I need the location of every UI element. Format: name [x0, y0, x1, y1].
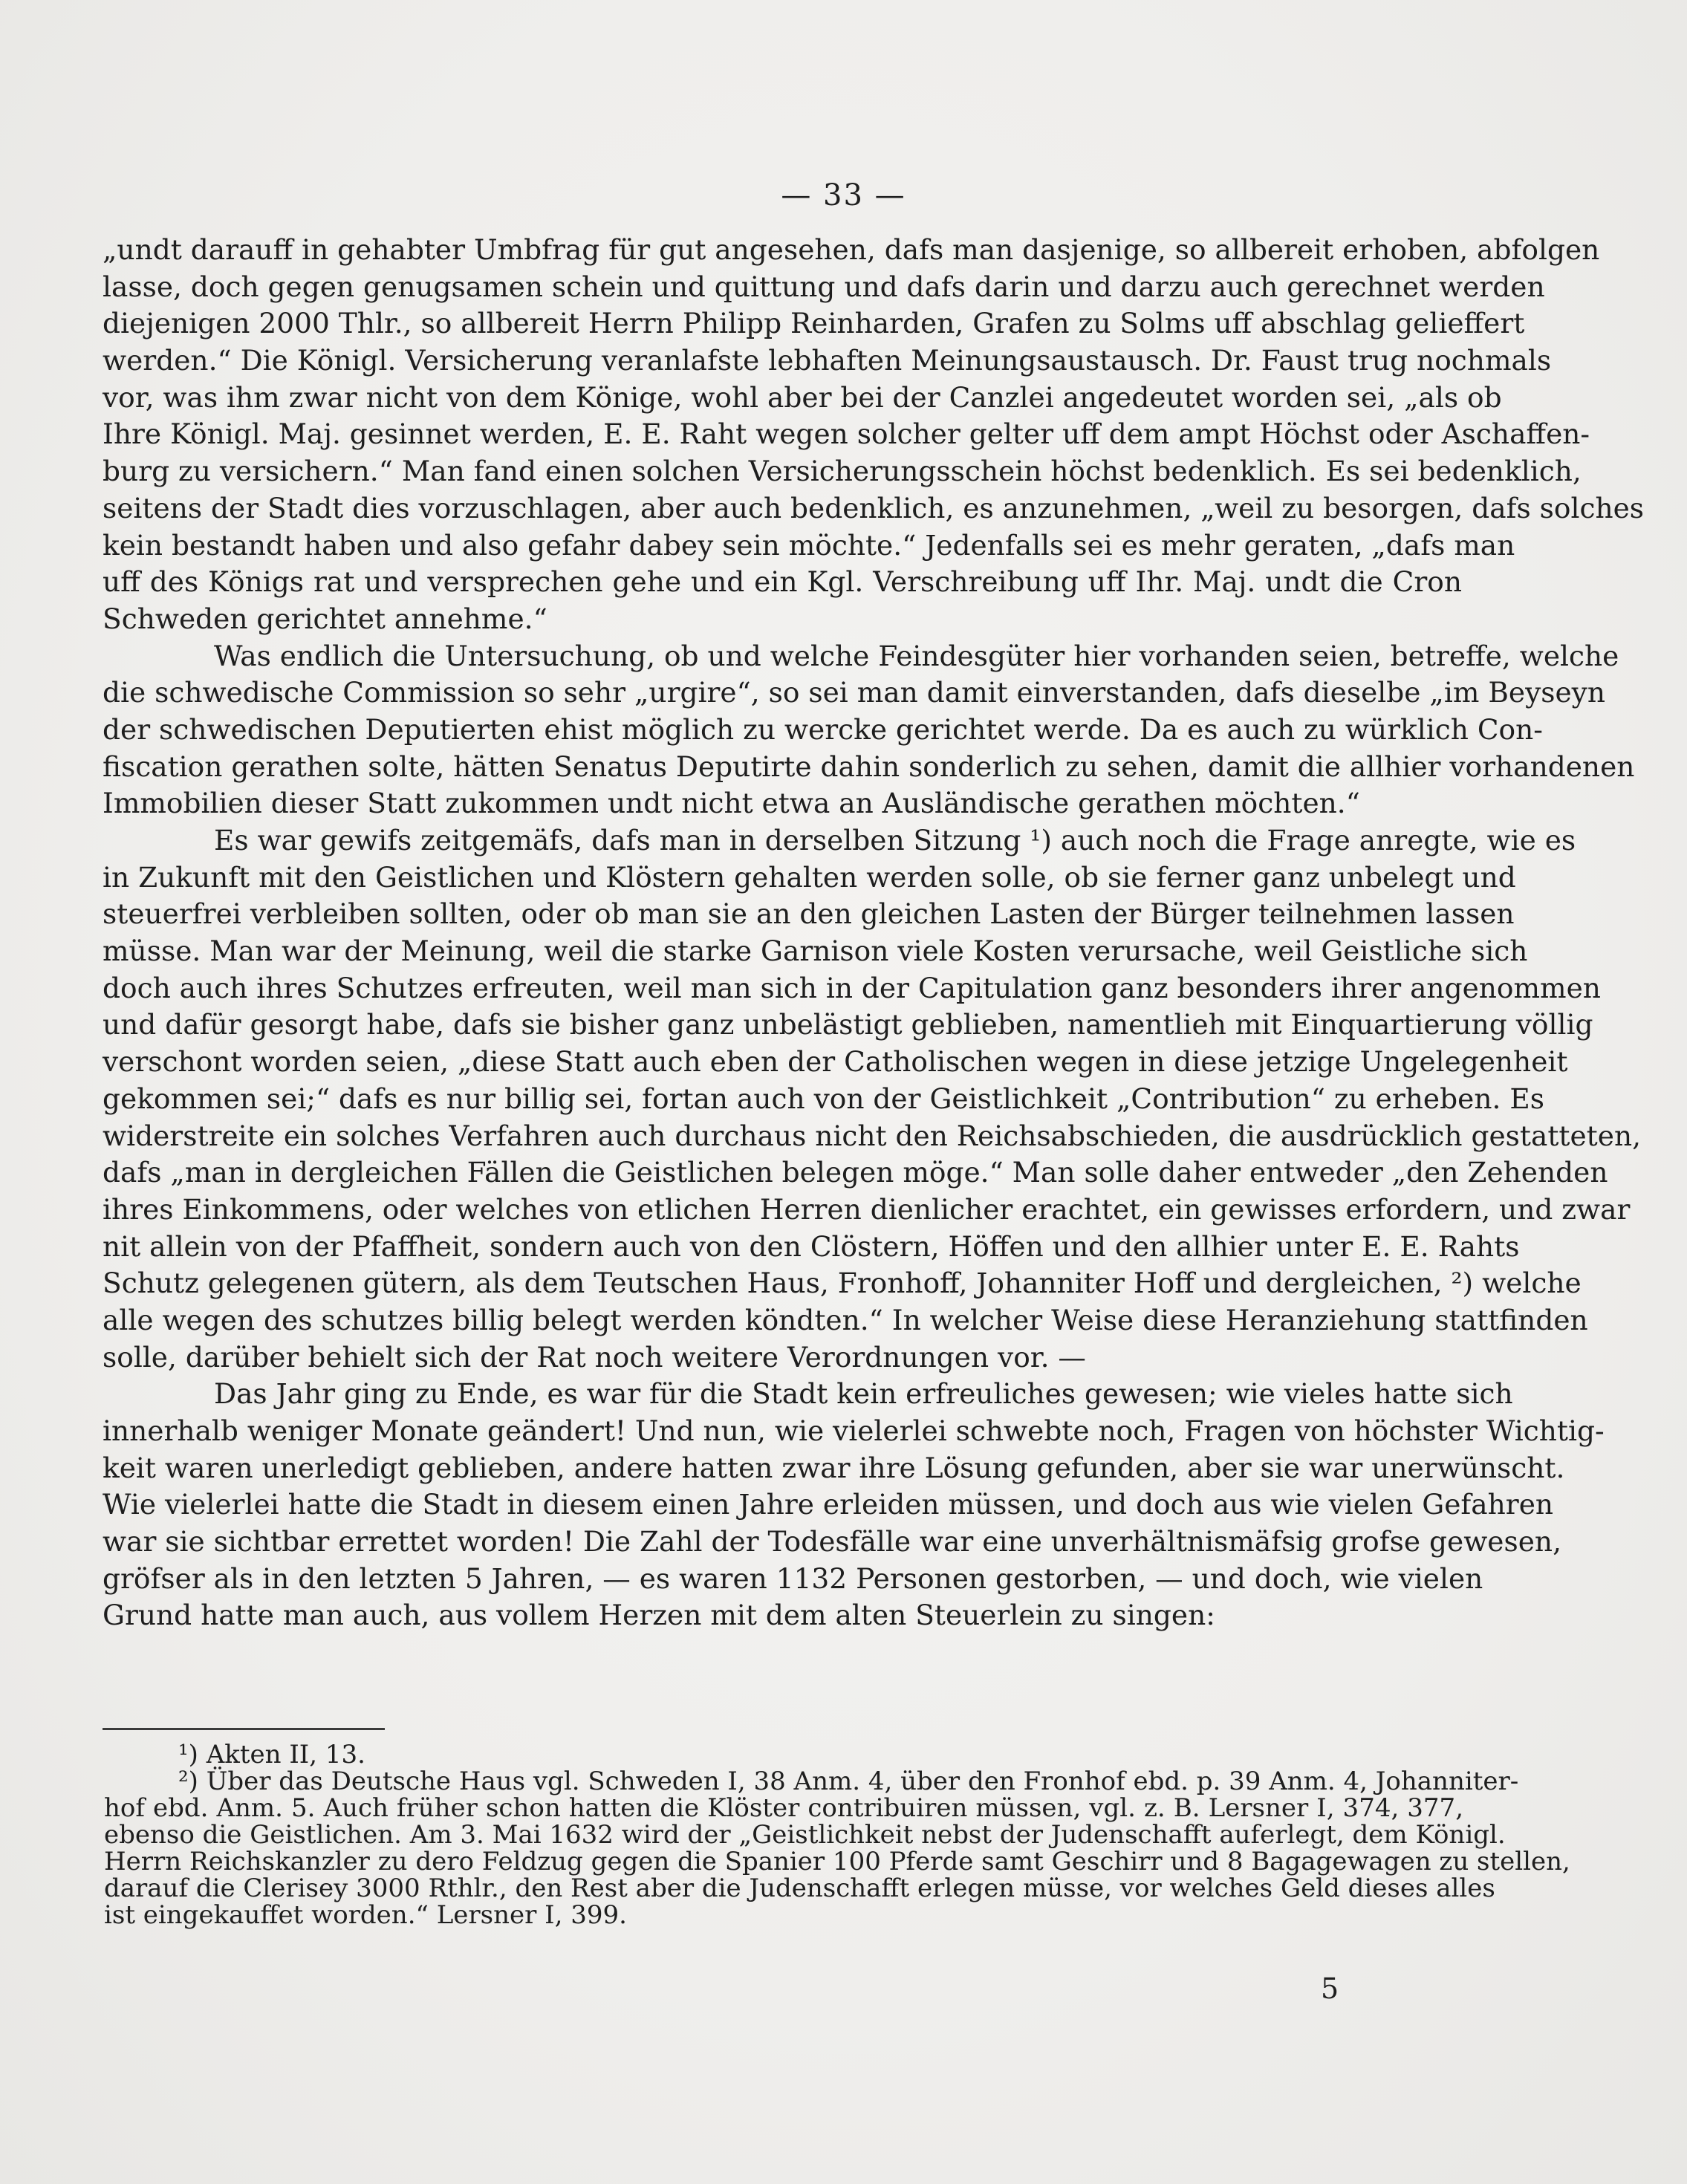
text-line: nit allein von der Pfaffheit, sondern auch von den Clöstern, Höffen und den allhier unter E. E. Rahts [103, 1229, 1520, 1263]
text-line: steuerfrei verbleiben sollten, oder ob man sie an den gleichen Lasten der Bürger teilnehmen lassen [103, 897, 1515, 931]
text-line: alle wegen des schutzes billig belegt werden köndten.“ In welcher Weise diese Heranziehung stattfinden [103, 1303, 1588, 1336]
text-line: verschont worden seien, „diese Statt auch eben der Catholischen wegen in diese jetzige Ungelegenheit [103, 1045, 1568, 1079]
text-line: Ihre Königl. Maj. gesinnet werden, E. E. Raht wegen solcher gelter uff dem ampt Höchst oder Aschaffen- [103, 417, 1590, 451]
text-line: Schutz gelegenen gütern, als dem Teutschen Haus, Fronhoff, Johanniter Hoff und dergleichen, ²) welche [103, 1267, 1582, 1300]
footnote-line: Herrn Reichskanzler zu dero Feldzug gegen die Spanier 100 Pferde samt Geschirr und 8 Bagagewagen zu stellen, [104, 1847, 1570, 1876]
text-line: ihres Einkommens, oder welches von etlichen Herren dienlicher erachtet, ein gewisses erfordern, und zwar [103, 1192, 1631, 1226]
text-line: dafs „man in dergleichen Fällen die Geistlichen belegen möge.“ Man solle daher entweder „den Zehenden [103, 1156, 1608, 1189]
text-line: vor, was ihm zwar nicht von dem Könige, wohl aber bei der Canzlei angedeutet worden sei, „als ob [103, 380, 1502, 414]
text-line: Immobilien dieser Statt zukommen undt nicht etwa an Ausländische gerathen möchten.“ [103, 787, 1360, 820]
text-line: werden.“ Die Königl. Versicherung veranlafste lebhaften Meinungsaustausch. Dr. Faust trug nochmals [103, 344, 1552, 377]
text-line: war sie sichtbar errettet worden! Die Zahl der Todesfälle war eine unverhältnismäfsig grofse gewesen, [103, 1525, 1561, 1559]
text-line: solle, darüber behielt sich der Rat noch weitere Verordnungen vor. — [103, 1340, 1086, 1374]
text-line: diejenigen 2000 Thlr., so allbereit Herrn Philipp Reinharden, Grafen zu Solms uff abschlag gelieffert [103, 307, 1525, 340]
text-line: Schweden gerichtet annehme.“ [103, 602, 547, 635]
paragraph [103, 1376, 1605, 1634]
footnote-line: ebenso die Geistlichen. Am 3. Mai 1632 wird der „Geistlichkeit nebst der Judenschafft auferlegt, dem Königl. [104, 1820, 1506, 1850]
footnotes [104, 1740, 1570, 1930]
footnote-line: ²) Über das Deutsche Haus vgl. Schweden I, 38 Anm. 4, über den Fronhof ebd. p. 39 Anm. 4, Johanniter- [178, 1767, 1519, 1796]
paragraph [103, 232, 1645, 638]
text-line: müsse. Man war der Meinung, weil die starke Garnison viele Kosten verursache, weil Geistliche sich [103, 935, 1528, 968]
text-line: der schwedischen Deputierten ehist möglich zu wercke gerichtet werde. Da es auch zu würklich Con- [103, 712, 1543, 746]
text-line: fiscation gerathen solte, hätten Senatus Deputirte dahin sonderlich zu sehen, damit die allhier vorhandenen [103, 750, 1635, 783]
footnote-line: ¹) Akten II, 13. [178, 1740, 365, 1769]
text-line: widerstreite ein solches Verfahren auch durchaus nicht den Reichsabschieden, die ausdrücklich gestatteten, [103, 1119, 1642, 1152]
text-line: und dafür gesorgt habe, dafs sie bisher ganz unbelästigt geblieben, namentlieh mit Einquartierung völlig [103, 1008, 1593, 1041]
text-line: burg zu versichern.“ Man fand einen solchen Versicherungsschein höchst bedenklich. Es sei bedenklich, [103, 455, 1582, 488]
text-line: lasse, doch gegen genugsamen schein und quittung und dafs darin und darzu auch gerechnet werden [103, 270, 1545, 303]
footnote-line: darauf die Clerisey 3000 Rthlr., den Rest aber die Judenschafft erlegen müsse, vor welches Geld dieses alles [104, 1873, 1495, 1903]
text-line: gekommen sei;“ dafs es nur billig sei, fortan auch von der Geistlichkeit „Contribution“ zu erheben. Es [103, 1082, 1544, 1115]
text-line: keit waren unerledigt geblieben, andere hatten zwar ihre Lösung gefunden, aber sie war unerwünscht. [103, 1451, 1565, 1484]
footnote-line: hof ebd. Anm. 5. Auch früher schon hatten die Klöster contribuiren müssen, vgl. z. B. Lersner I, 374, 377, [104, 1793, 1463, 1823]
body-text [103, 232, 1645, 1634]
text-line: in Zukunft mit den Geistlichen und Klöstern gehalten werden solle, ob sie ferner ganz unbelegt und [103, 860, 1516, 894]
text-line: Wie vielerlei hatte die Stadt in diesem einen Jahre erleiden müssen, und doch aus wie vielen Gefahren [103, 1488, 1554, 1521]
paragraph [103, 822, 1642, 1376]
text-line: gröfser als in den letzten 5 Jahren, — es waren 1132 Personen gestorben, — und doch, wie vielen [103, 1561, 1483, 1595]
text-line: Es war gewifs zeitgemäfs, dafs man in derselben Sitzung ¹) auch noch die Frage anregte, wie es [214, 824, 1576, 857]
text-line: Was endlich die Untersuchung, ob und welche Feindesgüter hier vorhanden seien, betreffe, welche [214, 639, 1619, 672]
text-line: seitens der Stadt dies vorzuschlagen, aber auch bedenklich, es anzunehmen, „weil zu besorgen, dafs solches [103, 491, 1645, 524]
text-line: uff des Königs rat und versprechen gehe und ein Kgl. Verschreibung uff Ihr. Maj. undt die Cron [103, 565, 1462, 599]
footnote-line: ist eingekauffet worden.“ Lersner I, 399. [104, 1900, 627, 1930]
text-line: kein bestandt haben und also gefahr dabey sein möchte.“ Jedenfalls sei es mehr geraten, „dafs man [103, 528, 1515, 562]
page-number-header: — 33 — [781, 178, 906, 212]
signature-mark: 5 [1321, 1972, 1339, 2005]
footnote-divider [103, 1728, 385, 1730]
paragraph [103, 638, 1635, 822]
text-line: innerhalb weniger Monate geändert! Und nun, wie vielerlei schwebte noch, Fragen von höchster Wichtig- [103, 1414, 1605, 1447]
text-line: die schwedische Commission so sehr „urgire“, so sei man damit einverstanden, dafs dieselbe „im Beyseyn [103, 676, 1606, 709]
text-line: Grund hatte man auch, aus vollem Herzen mit dem alten Steuerlein zu singen: [103, 1599, 1215, 1632]
text-line: „undt darauff in gehabter Umbfrag für gut angesehen, dafs man dasjenige, so allbereit erhoben, abfolgen [103, 233, 1600, 266]
text-line: Das Jahr ging zu Ende, es war für die Stadt kein erfreuliches gewesen; wie vieles hatte sich [214, 1377, 1513, 1411]
text-line: doch auch ihres Schutzes erfreuten, weil man sich in der Capitulation ganz besonders ihrer angenommen [103, 971, 1601, 1004]
